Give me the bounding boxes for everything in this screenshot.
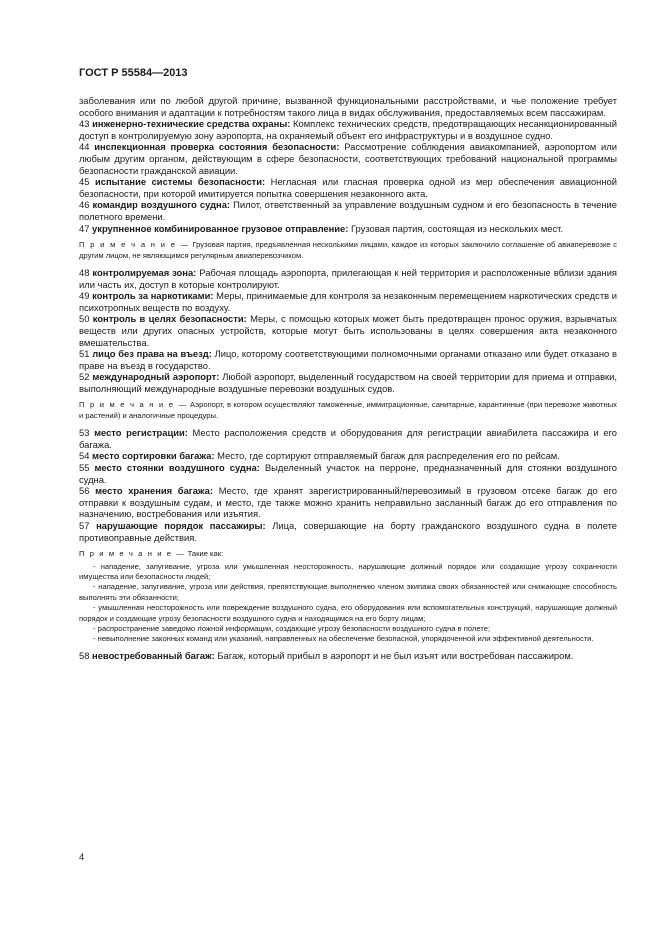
term-number: 49 [79,290,90,302]
term-number: 48 [79,266,90,278]
terms-block-1 [79,118,617,234]
term-definition: Меры, принимаемые для контроля за незаконным перемещением наркотических средств и психотропных веществ по воздуху. [79,290,618,313]
note-2-text: Аэропорт, в котором осуществляют таможенные, иммиграционные, санитарные, карантинные (при перевозке животных и растений) и аналогичные процедуры. [79,400,617,420]
note-1-label: П р и м е ч а н и е — [79,240,190,250]
term-number: 56 [79,485,90,497]
term-definition: Пилот, ответственный за управление воздушным судном и его безопасность в течение полетного времени. [79,199,617,222]
term-title: контролируемая зона: [92,266,197,278]
note-1-text: Грузовая партия, предъявленная несколькими лицами, каждое из которых заключило соглашение об авиаперевозке с другим лицом, не являющимся регулярным авиаперевозчиком. [79,240,617,260]
term-title: контроль за наркотиками: [92,290,214,302]
term-definition: Лицо, которому соответствующими полномочными органами отказано или будет отказано в праве на въезд в государство. [79,348,617,371]
term-entry [79,371,617,394]
note-3-label: П р и м е ч а н и е — [79,549,186,559]
note-list-item [79,634,617,644]
term-definition: Негласная или гласная проверка одной из мер обеспечения авиационной безопасности, при которой имитируется попытка совершения незаконного акта. [79,176,617,199]
term-entry [79,348,617,371]
term-number: 54 [79,450,90,462]
term-title: испытание системы безопасности: [94,176,266,188]
note-list-item [79,624,617,634]
terms-block-4 [79,650,617,662]
term-title: укрупненное комбинированное грузовое отправление: [92,222,349,234]
term-definition: Грузовая партия, состоящая из нескольких мест. [351,222,564,234]
term-entry [79,199,617,222]
term-definition: Место, где хранят зарегистрированный/перевозимый в грузовом отсеке багаж до его отправки к воздушным судам, и место, где также можно хранить неправильно засланный багаж до его отправления по назначению, востребования или изъятия. [79,485,618,520]
term-title: лицо без права на въезд: [92,348,212,360]
term-entry [79,290,617,313]
term-definition: Багаж, который прибыл в аэропорт и не был изъят или востребован пассажиром. [217,649,574,661]
term-title: инженерно-технические средства охраны: [92,118,291,130]
term-number: 53 [79,427,90,439]
term-definition: Выделенный участок на перроне, предназначенный для стоянки воздушного судна. [79,462,618,485]
term-title: место сортировки багажа: [92,450,215,462]
term-entry [79,520,617,543]
note-list-item-text: - нападение, запугивание, угроза или умышленная неосторожность, нарушающие должный порядок или создающие угрозу сохранности имущества или безопасности людей; [79,561,617,582]
term-entry [79,118,617,141]
term-title: международный аэропорт: [92,371,220,383]
terms-block-2 [79,267,617,395]
note-list-item [79,582,617,603]
term-title: нарушающие порядок пассажиры: [96,520,266,532]
term-entry [79,650,617,662]
term-definition: Рассмотрение соблюдения авиакомпанией, аэропортом или любым другим органом, действующим в сфере безопасности, соответствующих требований национальной программы безопасности гражданской авиации. [79,141,618,176]
note-list-item [79,603,617,624]
term-definition: Любой аэропорт, выделенный государством на своей территории для приема и отправки, выполняющий международные воздушные перевозки воздушных судов. [79,371,617,394]
term-title: контроль в целях безопасности: [92,313,247,325]
terms-block-3 [79,427,617,543]
term-title: невостребованный багаж: [92,649,215,661]
term-number: 44 [79,141,90,153]
term-title: место хранения багажа: [95,485,214,497]
term-number: 52 [79,371,90,383]
term-entry [79,176,617,199]
page-number: 4 [79,851,85,862]
intro-paragraph: заболевания или по любой другой причине, вызванной функциональными расстройствами, и чье положение требует особого внимания и адаптации к потребностям такого лица в видах обслуживания, предоставляемых всем пассажирам. [79,95,617,118]
document-body [79,95,617,661]
term-number: 46 [79,199,90,211]
term-definition: Место расположения средств и оборудования для регистрации авиабилета пассажира и его багажа. [79,427,617,450]
term-entry [79,267,617,290]
term-number: 50 [79,313,90,325]
document-code-header: ГОСТ Р 55584—2013 [79,67,188,79]
term-number: 47 [79,222,90,234]
term-entry [79,485,617,520]
term-title: место стоянки воздушного судна: [94,462,260,474]
term-title: инспекционная проверка состояния безопасности: [94,141,340,153]
term-number: 43 [79,118,90,130]
term-number: 57 [79,520,90,532]
term-definition: Рабочая площадь аэропорта, прилегающая к ней территория и расположенные вблизи здания или часть их, доступ в которые контролируют. [79,266,618,290]
note-list-item-text: - нападение, запугивание, угроза или действия, препятствующие выполнению членом экипажа своих обязанностей или снижающие способность выполнять эти обязанности; [79,582,617,602]
term-entry [79,141,617,176]
note-list-item-text: - распространение заведомо ложной информации, создающие угрозу безопасности воздушного судна в полете; [93,624,491,634]
note-3-intro: Такие как: [187,549,224,559]
note-3-items [79,562,617,645]
term-title: командир воздушного судна: [92,199,231,211]
note-3 [79,549,617,559]
term-number: 58 [79,649,90,661]
term-entry [79,427,617,450]
term-number: 55 [79,462,90,474]
term-number: 45 [79,176,90,188]
note-1 [79,240,617,261]
term-title: место регистрации: [94,427,188,439]
term-definition: Лица, совершающие на борту гражданского воздушного судна в полете противоправные действия. [79,520,617,543]
term-number: 51 [79,348,90,360]
term-entry [79,223,617,235]
note-list-item [79,562,617,583]
note-list-item-text: - невыполнение законных команд или указаний, направленных на обеспечение безопасной, упорядоченной или эффективной деятельности. [93,634,594,644]
term-definition: Меры, с помощью которых может быть предотвращен пронос оружия, взрывчатых веществ или других опасных устройств, которые могут быть использованы в целях совершения акта незаконного вмешательства. [79,313,617,348]
note-2 [79,400,617,421]
term-entry [79,313,617,348]
term-definition: Место, где сортируют отправляемый багаж для распределения его по рейсам. [217,450,560,462]
term-entry [79,450,617,462]
term-definition: Комплекс технических средств, предотвращающих несанкционированный доступ в контролируемую зону аэропорта, на охраняемый объект его инфраструктуры и в воздушное судно. [79,118,618,141]
note-list-item-text: - умышленная неосторожность или повреждение воздушного судна, его оборудования или вспомогательных конструкций, нарушающие должный порядок и создающие угрозу безопасности воздушного судна и находящимся на его борту лицам; [79,603,617,623]
term-entry [79,462,617,485]
note-2-label: П р и м е ч а н и е — [79,400,188,410]
